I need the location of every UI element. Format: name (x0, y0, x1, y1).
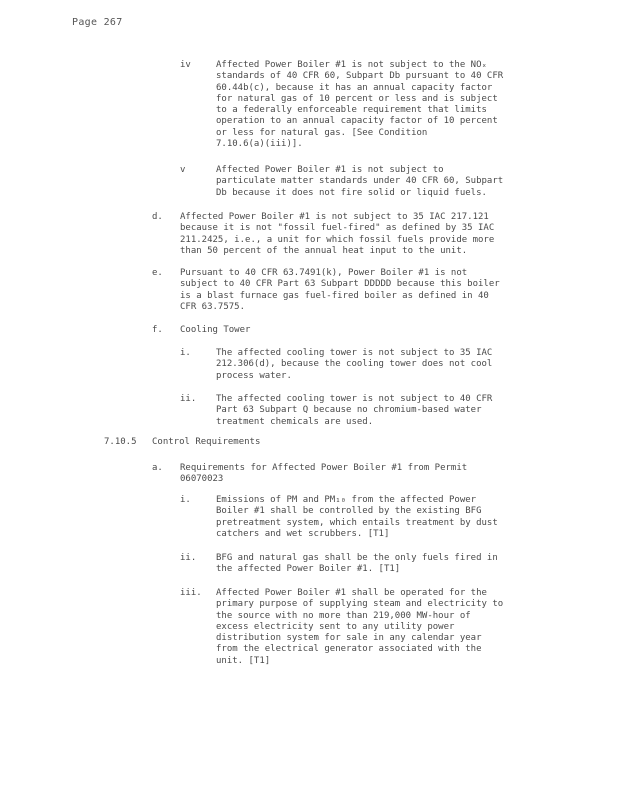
text-line: treatment chemicals are used. (216, 416, 374, 427)
text-line: The affected cooling tower is not subject to 35 IAC (216, 348, 493, 358)
text-line: is a blast furnace gas fuel-fired boiler as defined in 40 (180, 290, 489, 301)
entry-text (152, 437, 260, 448)
text-line: because it is not "fossil fuel-fired" as defined by 35 IAC (180, 223, 495, 234)
text-line: process water. (216, 370, 292, 381)
entry-text (216, 165, 503, 199)
entry-marker: f. (152, 325, 163, 335)
text-line: excess electricity sent to any utility power (216, 621, 455, 632)
entry-text (216, 394, 492, 428)
text-line: Emissions of PM and PM₁₀ from the affected Power (216, 495, 477, 505)
text-line: Pursuant to 40 CFR 63.7491(k), Power Boiler #1 is not (180, 268, 468, 278)
entry-marker: iii. (180, 588, 202, 598)
entry-marker: e. (152, 268, 163, 278)
text-line: operation to an annual capacity factor of 10 percent (216, 116, 498, 127)
entry-marker: v (180, 165, 186, 175)
entry-text (216, 588, 503, 667)
text-line: Affected Power Boiler #1 is not subject to (216, 165, 444, 175)
entry-text (180, 325, 250, 336)
text-line: to a federally enforceable requirement that limits (216, 105, 487, 116)
text-line: Affected Power Boiler #1 is not subject to the NOₓ (216, 60, 487, 70)
text-line: for natural gas of 10 percent or less and is subject (216, 93, 498, 104)
text-line: Cooling Tower (180, 325, 251, 335)
text-line: the affected Power Boiler #1. [T1] (216, 564, 401, 575)
entry-text (180, 268, 500, 313)
entry-marker: ii. (180, 553, 197, 563)
text-line: distribution system for sale in any calendar year (216, 633, 482, 644)
text-line: 211.2425, i.e., a unit for which fossil fuels provide more (180, 234, 495, 245)
text-line: Part 63 Subpart Q because no chromium-based water (216, 405, 482, 416)
text-line: standards of 40 CFR 60, Subpart Db pursuant to 40 CFR (216, 71, 504, 82)
page-number: Page 267 (72, 17, 123, 28)
text-line: subject to 40 CFR Part 63 Subpart DDDDD because this boiler (180, 279, 500, 290)
entry-marker: ii. (180, 394, 197, 404)
text-line: 06070023 (180, 474, 224, 485)
text-line: unit. [T1] (216, 655, 271, 666)
text-line: particulate matter standards under 40 CFR 60, Subpart (216, 176, 504, 187)
text-line: Boiler #1 shall be controlled by the existing BFG (216, 506, 482, 517)
text-line: pretreatment system, which entails treatment by dust (216, 517, 498, 528)
entry-marker: a. (152, 463, 163, 473)
entry-text (216, 553, 498, 576)
text-line: Affected Power Boiler #1 is not subject to 35 IAC 217.121 (180, 212, 489, 222)
entry-marker: 7.10.5 (104, 437, 137, 447)
text-line: The affected cooling tower is not subject to 40 CFR (216, 394, 493, 404)
entry-text (216, 495, 498, 540)
entry-marker: i. (180, 348, 191, 358)
text-line: from the electrical generator associated with the (216, 644, 482, 655)
text-line: primary purpose of supplying steam and electricity to (216, 599, 504, 610)
text-line: Db because it does not fire solid or liquid fuels. (216, 187, 487, 198)
entry-marker: i. (180, 495, 191, 505)
text-line: Affected Power Boiler #1 shall be operated for the (216, 588, 487, 598)
entry-marker: d. (152, 212, 163, 222)
text-line: or less for natural gas. [See Condition (216, 127, 428, 138)
text-line: 212.306(d), because the cooling tower does not cool (216, 359, 493, 370)
entry-text (180, 463, 467, 486)
text-line: 60.44b(c), because it has an annual capacity factor (216, 82, 493, 93)
text-line: BFG and natural gas shall be the only fuels fired in (216, 553, 498, 563)
text-line: the source with no more than 219,000 MW-hour of (216, 610, 471, 621)
entry-text (216, 60, 503, 150)
entry-text (216, 348, 492, 382)
entry-text (180, 212, 494, 257)
entry-marker: iv (180, 60, 191, 70)
text-line: CFR 63.7575. (180, 301, 246, 312)
text-line: than 50 percent of the annual heat input to the unit. (180, 245, 468, 256)
text-line: Control Requirements (152, 437, 261, 447)
text-line: catchers and wet scrubbers. [T1] (216, 528, 390, 539)
text-line: 7.10.6(a)(iii)]. (216, 139, 303, 150)
text-line: Requirements for Affected Power Boiler #1 from Permit (180, 463, 468, 473)
